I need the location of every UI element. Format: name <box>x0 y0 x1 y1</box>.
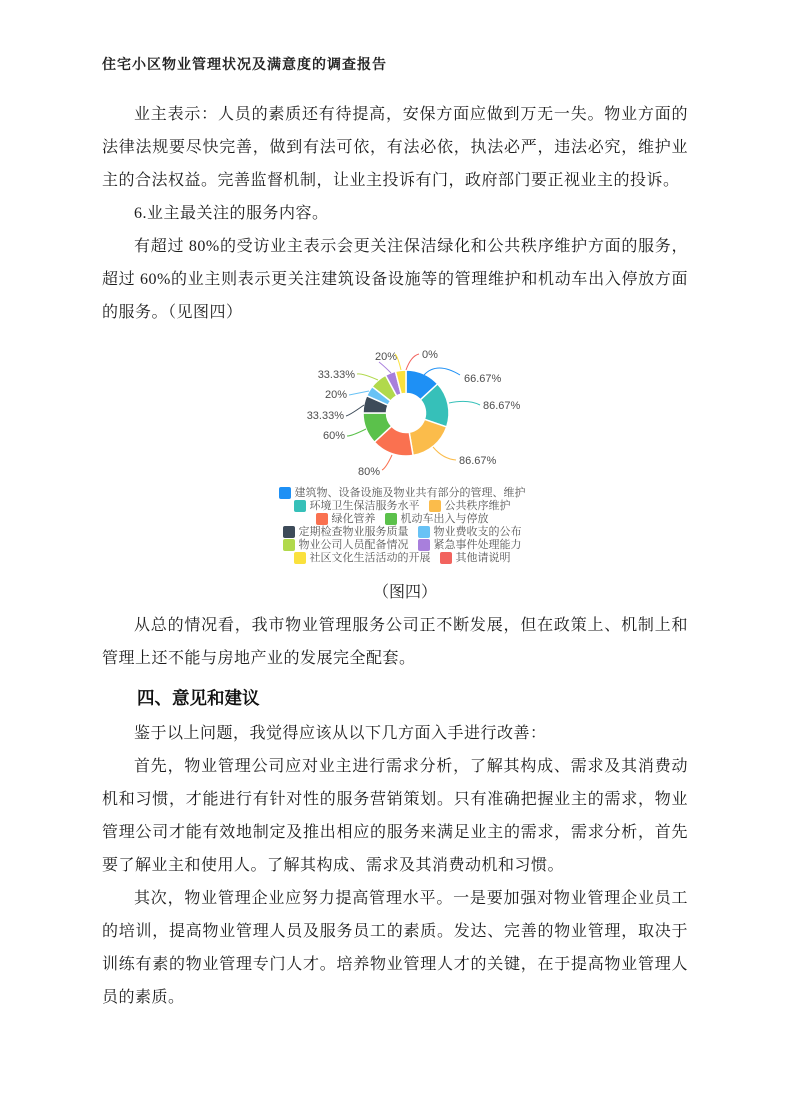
legend-label: 社区文化生活活动的开展 <box>309 552 431 564</box>
paragraph-suggestion-second: 其次，物业管理企业应努力提高管理水平。一是要加强对物业管理企业员工的培训，提高物业管理人员及服务员工的素质。发达、完善的物业管理，取决于训练有素的物业管理专门人才。培养物业管理人才的关键，在于提高物业管理人员的素质。 <box>102 890 688 1006</box>
legend-label: 物业费收支的公布 <box>433 526 522 538</box>
legend-item <box>385 513 489 525</box>
chart-label-line <box>347 429 366 436</box>
legend-item <box>440 552 511 564</box>
legend-item <box>418 526 522 538</box>
paragraph-intro-suggestions: 鉴于以上问题，我觉得应该从以下几方面入手进行改善： <box>134 725 547 742</box>
chart-label-line <box>406 354 419 370</box>
legend-swatch-icon <box>316 513 328 525</box>
legend-label: 紧急事件处理能力 <box>433 539 522 551</box>
legend-swatch-icon <box>294 552 306 564</box>
paragraph-owner-remarks: 业主表示：人员的素质还有待提高，安保方面应做到万无一失。物业方面的法律法规要尽快完善，做到有法可依，有法必依，执法必严，违法必究，维护业主的合法权益。完善监督机制，让业主投诉有门，政府部门要正视业主的投诉。 <box>102 106 688 189</box>
legend-item <box>279 487 526 499</box>
legend-item <box>294 500 420 512</box>
chart-percent-label: 60% <box>322 430 345 442</box>
chart-percent-label: 33.33% <box>306 410 344 422</box>
legend-swatch-icon <box>283 526 295 538</box>
chart-legend <box>267 487 537 564</box>
figure-caption: （图四） <box>372 584 437 601</box>
chart-percent-label: 80% <box>357 466 380 478</box>
legend-label: 建筑物、设备设施及物业共有部分的管理、维护 <box>294 487 526 499</box>
legend-item <box>316 513 376 525</box>
chart-label-line <box>349 391 369 395</box>
chart-label-line <box>382 455 392 470</box>
legend-item <box>418 539 522 551</box>
paragraph-summary: 从总的情况看，我市物业管理服务公司正不断发展，但在政策上、机制上和管理上还不能与房地产业的发展完全配套。 <box>102 617 688 667</box>
legend-label: 物业公司人员配备情况 <box>298 539 409 551</box>
legend-label: 定期检查物业服务质量 <box>298 526 409 538</box>
chart-percent-label: 20% <box>324 389 347 401</box>
legend-swatch-icon <box>429 500 441 512</box>
legend-label: 机动车出入与停放 <box>400 513 489 525</box>
chart-percent-label: 20% <box>375 351 398 363</box>
legend-swatch-icon <box>294 500 306 512</box>
chart-percent-label: 86.67% <box>459 455 497 467</box>
chart-percent-label: 86.67% <box>483 400 521 412</box>
legend-swatch-icon <box>418 539 430 551</box>
legend-swatch-icon <box>385 513 397 525</box>
legend-swatch-icon <box>440 552 452 564</box>
chart-percent-label: 0% <box>422 349 438 361</box>
chart-label-line <box>433 447 456 460</box>
legend-label: 其他请说明 <box>455 552 511 564</box>
section-heading: 四、意见和建议 <box>137 688 260 708</box>
legend-item <box>294 552 431 564</box>
chart-label-line <box>357 374 378 380</box>
legend-swatch-icon <box>279 487 291 499</box>
chart-label-line <box>379 362 391 373</box>
chart-percent-label: 66.67% <box>464 373 502 385</box>
legend-swatch-icon <box>418 526 430 538</box>
donut-chart-svg <box>296 345 526 485</box>
chart-label-line <box>424 368 460 375</box>
paragraph-survey-result: 有超过 80%的受访业主表示会更关注保洁绿化和公共秩序维护方面的服务，超过 60%的业主则表示更关注建筑设备设施等的管理维护和机动车出入停放方面的服务。（见图四） <box>102 238 688 321</box>
legend-label: 绿化管养 <box>331 513 376 525</box>
legend-swatch-icon <box>283 539 295 551</box>
paragraph-item6-heading: 6.业主最关注的服务内容。 <box>134 205 329 222</box>
chart-slice <box>409 419 446 455</box>
legend-item <box>283 539 409 551</box>
figure-donut-chart <box>102 345 688 564</box>
page-header-title: 住宅小区物业管理状况及满意度的调查报告 <box>102 58 387 73</box>
chart-label-line <box>449 401 480 405</box>
legend-item <box>429 500 511 512</box>
legend-label: 环境卫生保洁服务水平 <box>309 500 420 512</box>
paragraph-suggestion-first: 首先，物业管理公司应对业主进行需求分析，了解其构成、需求及其消费动机和习惯，才能进行有针对性的服务营销策划。只有准确把握业主的需求，物业管理公司才能有效地制定及推出相应的服务来满足业主的需求，需求分析，首先要了解业主和使用人。了解其构成、需求及其消费动机和习惯。 <box>102 758 688 874</box>
chart-label-line <box>346 405 364 416</box>
legend-item <box>283 526 409 538</box>
chart-percent-label: 33.33% <box>317 369 355 381</box>
legend-label: 公共秩序维护 <box>444 500 511 512</box>
